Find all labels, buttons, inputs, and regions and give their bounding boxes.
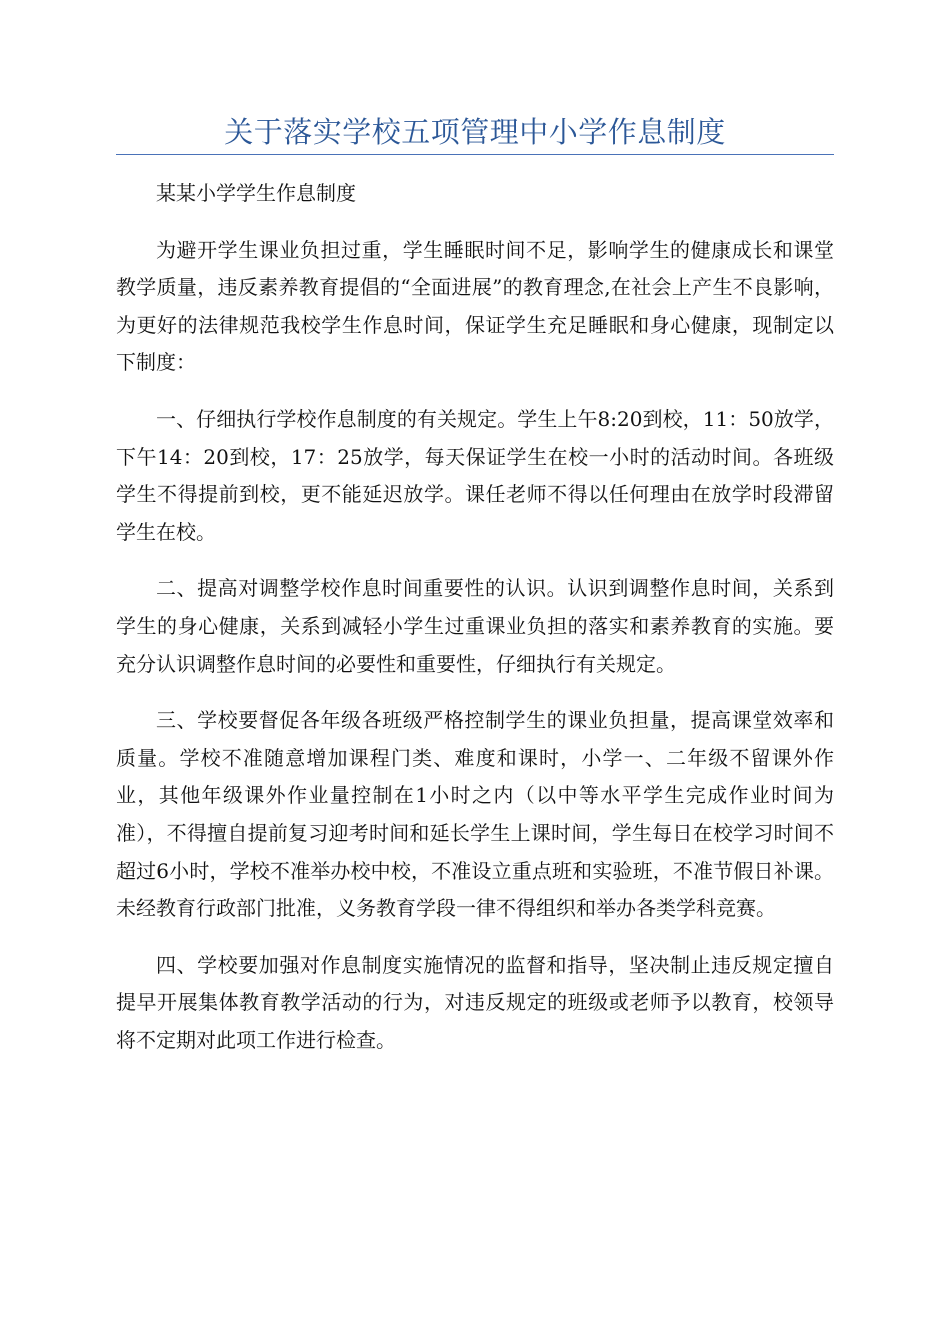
paragraph-item-4: 四、学校要加强对作息制度实施情况的监督和指导，坚决制止违反规定擅自提早开展集体教育教学活动的行为，对违反规定的班级或老师予以教育，校领导将不定期对此项工作进行检查。 — [116, 952, 834, 1052]
paragraph-item-3: 三、学校要督促各年级各班级严格控制学生的课业负担量，提高课堂效率和质量。学校不准随意增加课程门类、难度和课时，小学一、二年级不留课外作业，其他年级课外作业量控制在1小时之内（以中等水平学生完成作业时间为准），不得擅自提前复习迎考时间和延长学生上课时间，学生每日在校学习时间不超过6小时，学校不准举办校中校，不准设立重点班和实验班，不准节假日补课。未经教育行政部门批准，义务教育学段一律不得组织和举办各类学科竞赛。 — [116, 708, 834, 921]
document-title: 关于落实学校五项管理中小学作息制度 — [224, 115, 726, 149]
document-subtitle: 某某小学学生作息制度 — [156, 181, 356, 205]
paragraph-item-2: 二、提高对调整学校作息时间重要性的认识。认识到调整作息时间，关系到学生的身心健康，关系到减轻小学生过重课业负担的落实和素养教育的实施。要充分认识调整作息时间的必要性和重要性，仔细执行有关规定。 — [116, 576, 834, 676]
paragraph-item-1: 一、仔细执行学校作息制度的有关规定。学生上午8:20到校，11：50放学，下午14：20到校，17：25放学，每天保证学生在校一小时的活动时间。各班级学生不得提前到校，更不能延迟放学。课任老师不得以任何理由在放学时段滞留学生在校。 — [116, 406, 834, 544]
document-body — [116, 175, 834, 1078]
title-underline — [116, 154, 834, 155]
paragraph-intro: 为避开学生课业负担过重，学生睡眠时间不足，影响学生的健康成长和课堂教学质量，违反素养教育提倡的“全面进展”的教育理念,在社会上产生不良影响，为更好的法律规范我校学生作息时间，保证学生充足睡眠和身心健康，现制定以下制度： — [116, 237, 834, 375]
